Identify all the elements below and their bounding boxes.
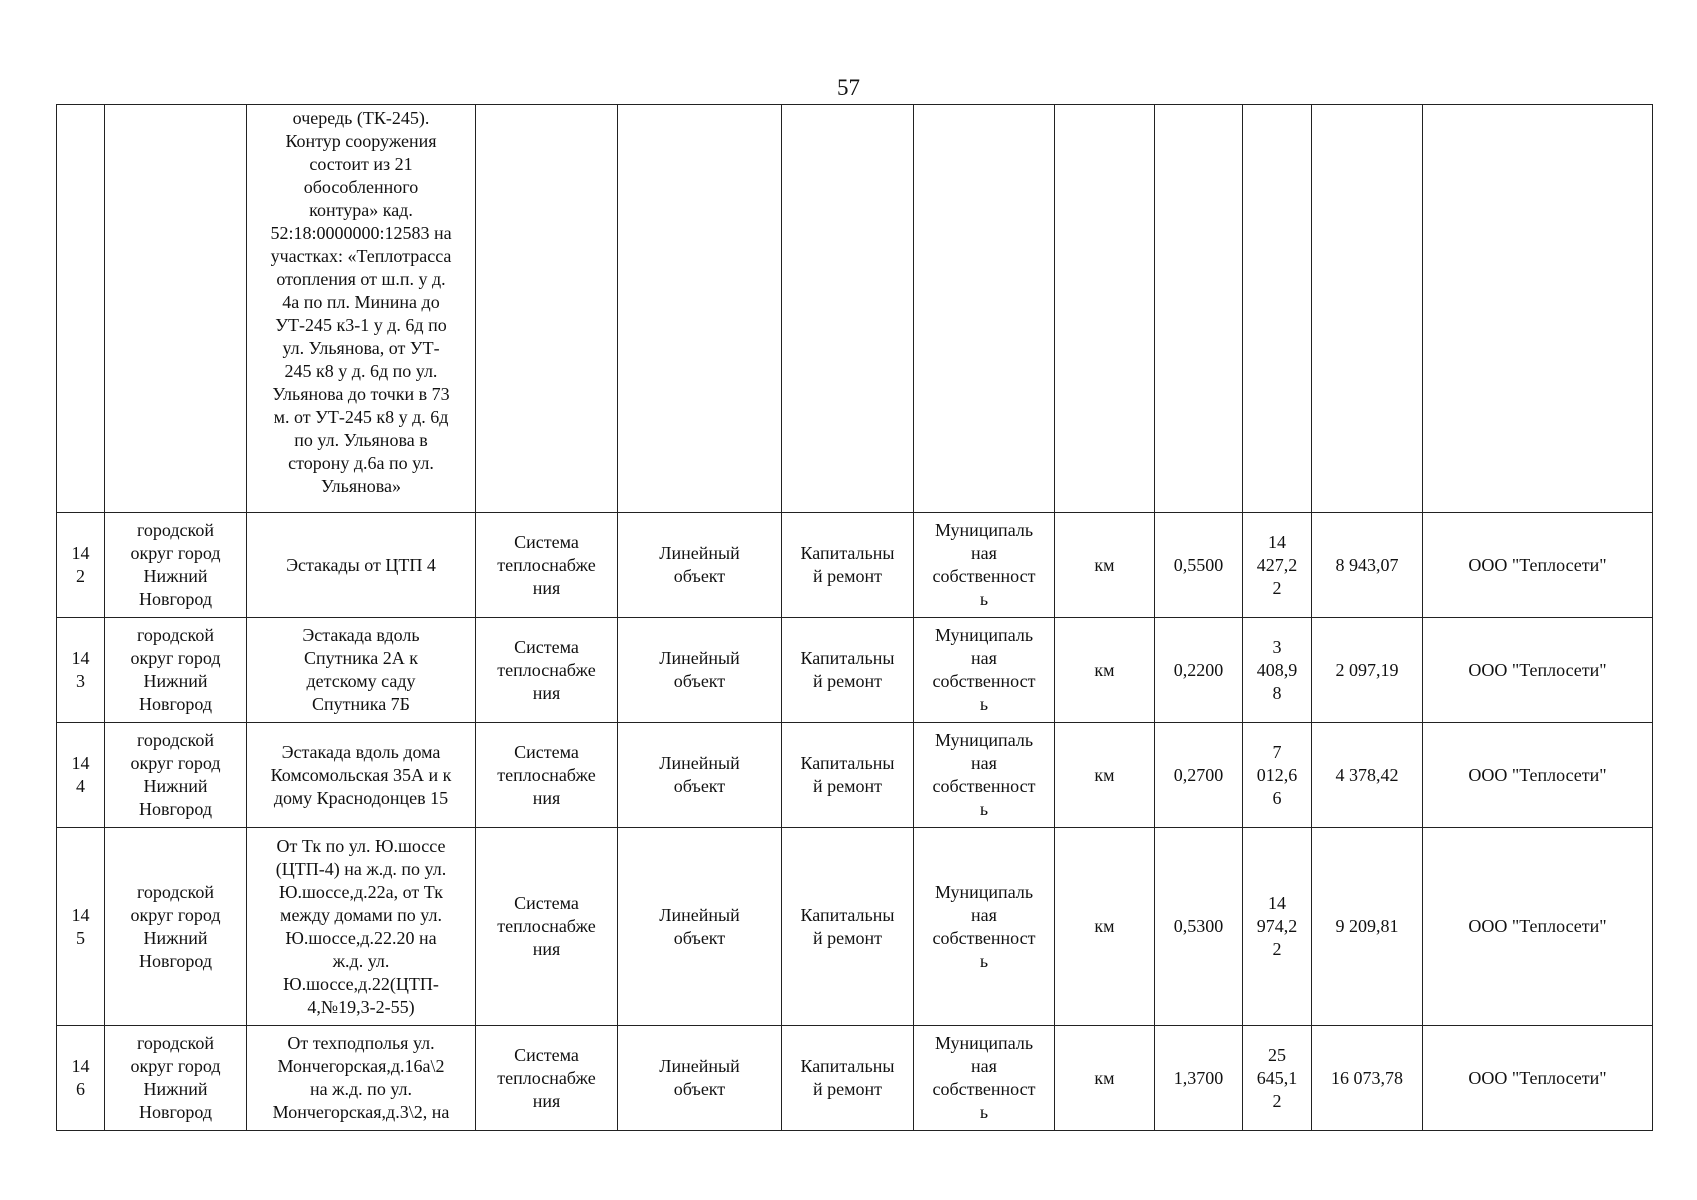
cell-system: Система теплоснабже ния — [476, 513, 618, 618]
cell-price: 25 645,1 2 — [1243, 1026, 1312, 1131]
cell-price: 3 408,9 8 — [1243, 618, 1312, 723]
table-row — [57, 828, 1653, 1026]
cell-object: От Тк по ул. Ю.шоссе (ЦТП-4) на ж.д. по ул. Ю.шоссе,д.22а, от Тк между домами по ул. Ю.шоссе,д.22.20 на ж.д. ул. Ю.шоссе,д.22(ЦТП- 4,№19,3-2-55) — [247, 828, 476, 1026]
cell-unit: км — [1055, 723, 1155, 828]
cell-price: 14 427,2 2 — [1243, 513, 1312, 618]
cell-operator: ООО "Теплосети" — [1423, 1026, 1653, 1131]
cell-ownership: Муниципаль ная собственност ь — [914, 618, 1055, 723]
cell-district: городской округ город Нижний Новгород — [105, 618, 247, 723]
cell-work — [782, 105, 914, 513]
cell-number: 14 4 — [57, 723, 105, 828]
cell-length: 0,2200 — [1155, 618, 1243, 723]
cell-object-description — [247, 105, 476, 513]
cell-number: 14 3 — [57, 618, 105, 723]
cell-unit — [1055, 105, 1155, 513]
cell-number: 14 2 — [57, 513, 105, 618]
cell-operator: ООО "Теплосети" — [1423, 723, 1653, 828]
cell-length: 0,5300 — [1155, 828, 1243, 1026]
cell-system: Система теплоснабже ния — [476, 618, 618, 723]
cell-work: Капитальны й ремонт — [782, 828, 914, 1026]
cell-object: Эстакада вдоль Спутника 2А к детскому саду Спутника 7Б — [247, 618, 476, 723]
cell-system: Система теплоснабже ния — [476, 1026, 618, 1131]
cell-ownership — [914, 105, 1055, 513]
cell-cost: 8 943,07 — [1312, 513, 1423, 618]
cell-unit: км — [1055, 618, 1155, 723]
cell-district: городской округ город Нижний Новгород — [105, 513, 247, 618]
cell-type: Линейный объект — [618, 618, 782, 723]
cell-cost: 4 378,42 — [1312, 723, 1423, 828]
cell-work: Капитальны й ремонт — [782, 618, 914, 723]
cell-district — [105, 105, 247, 513]
cell-operator: ООО "Теплосети" — [1423, 828, 1653, 1026]
table-row — [57, 618, 1653, 723]
table-row — [57, 1026, 1653, 1131]
page-number: 57 — [837, 75, 860, 100]
cell-district: городской округ город Нижний Новгород — [105, 1026, 247, 1131]
registry-table — [56, 104, 1653, 1131]
cell-price: 14 974,2 2 — [1243, 828, 1312, 1026]
cell-price — [1243, 105, 1312, 513]
cell-system: Система теплоснабже ния — [476, 828, 618, 1026]
table-row — [57, 513, 1653, 618]
cell-unit: км — [1055, 828, 1155, 1026]
cell-unit: км — [1055, 1026, 1155, 1131]
cell-number: 14 6 — [57, 1026, 105, 1131]
cell-length — [1155, 105, 1243, 513]
cell-ownership: Муниципаль ная собственност ь — [914, 1026, 1055, 1131]
cell-cost: 9 209,81 — [1312, 828, 1423, 1026]
cell-length: 0,2700 — [1155, 723, 1243, 828]
cell-type — [618, 105, 782, 513]
cell-district: городской округ город Нижний Новгород — [105, 828, 247, 1026]
cell-length: 0,5500 — [1155, 513, 1243, 618]
cell-work: Капитальны й ремонт — [782, 513, 914, 618]
cell-work: Капитальны й ремонт — [782, 1026, 914, 1131]
cell-work: Капитальны й ремонт — [782, 723, 914, 828]
cell-ownership: Муниципаль ная собственност ь — [914, 723, 1055, 828]
cell-cost — [1312, 105, 1423, 513]
table-row-continuation — [57, 105, 1653, 513]
object-description-text: очередь (ТК-245). Контур сооружения состоит из 21 обособленного контура» кад. 52:18:0000000:12583 на участках: «Теплотрасса отопления от ш.п. у д. 4а по пл. Минина до УТ-245 к3-1 у д. 6д по ул. Ульянова, от УТ- 245 к8 у д. 6д по ул. Ульянова до точки в 73 м. от УТ-245 к8 у д. 6д по ул. Ульянова в сторону д.6а по ул. Ульянова» — [270, 108, 452, 496]
cell-cost: 2 097,19 — [1312, 618, 1423, 723]
cell-system — [476, 105, 618, 513]
cell-type: Линейный объект — [618, 513, 782, 618]
cell-object: От техподполья ул. Мончегорская,д.16а\2 на ж.д. по ул. Мончегорская,д.3\2, на — [247, 1026, 476, 1131]
cell-operator: ООО "Теплосети" — [1423, 618, 1653, 723]
cell-type: Линейный объект — [618, 1026, 782, 1131]
cell-object: Эстакады от ЦТП 4 — [247, 513, 476, 618]
cell-price: 7 012,6 6 — [1243, 723, 1312, 828]
cell-number: 14 5 — [57, 828, 105, 1026]
cell-type: Линейный объект — [618, 828, 782, 1026]
cell-type: Линейный объект — [618, 723, 782, 828]
cell-operator: ООО "Теплосети" — [1423, 513, 1653, 618]
cell-ownership: Муниципаль ная собственност ь — [914, 513, 1055, 618]
cell-number — [57, 105, 105, 513]
cell-unit: км — [1055, 513, 1155, 618]
cell-cost: 16 073,78 — [1312, 1026, 1423, 1131]
cell-system: Система теплоснабже ния — [476, 723, 618, 828]
cell-length: 1,3700 — [1155, 1026, 1243, 1131]
cell-district: городской округ город Нижний Новгород — [105, 723, 247, 828]
cell-ownership: Муниципаль ная собственност ь — [914, 828, 1055, 1026]
table-row — [57, 723, 1653, 828]
cell-object: Эстакада вдоль дома Комсомольская 35А и к дому Краснодонцев 15 — [247, 723, 476, 828]
cell-operator — [1423, 105, 1653, 513]
